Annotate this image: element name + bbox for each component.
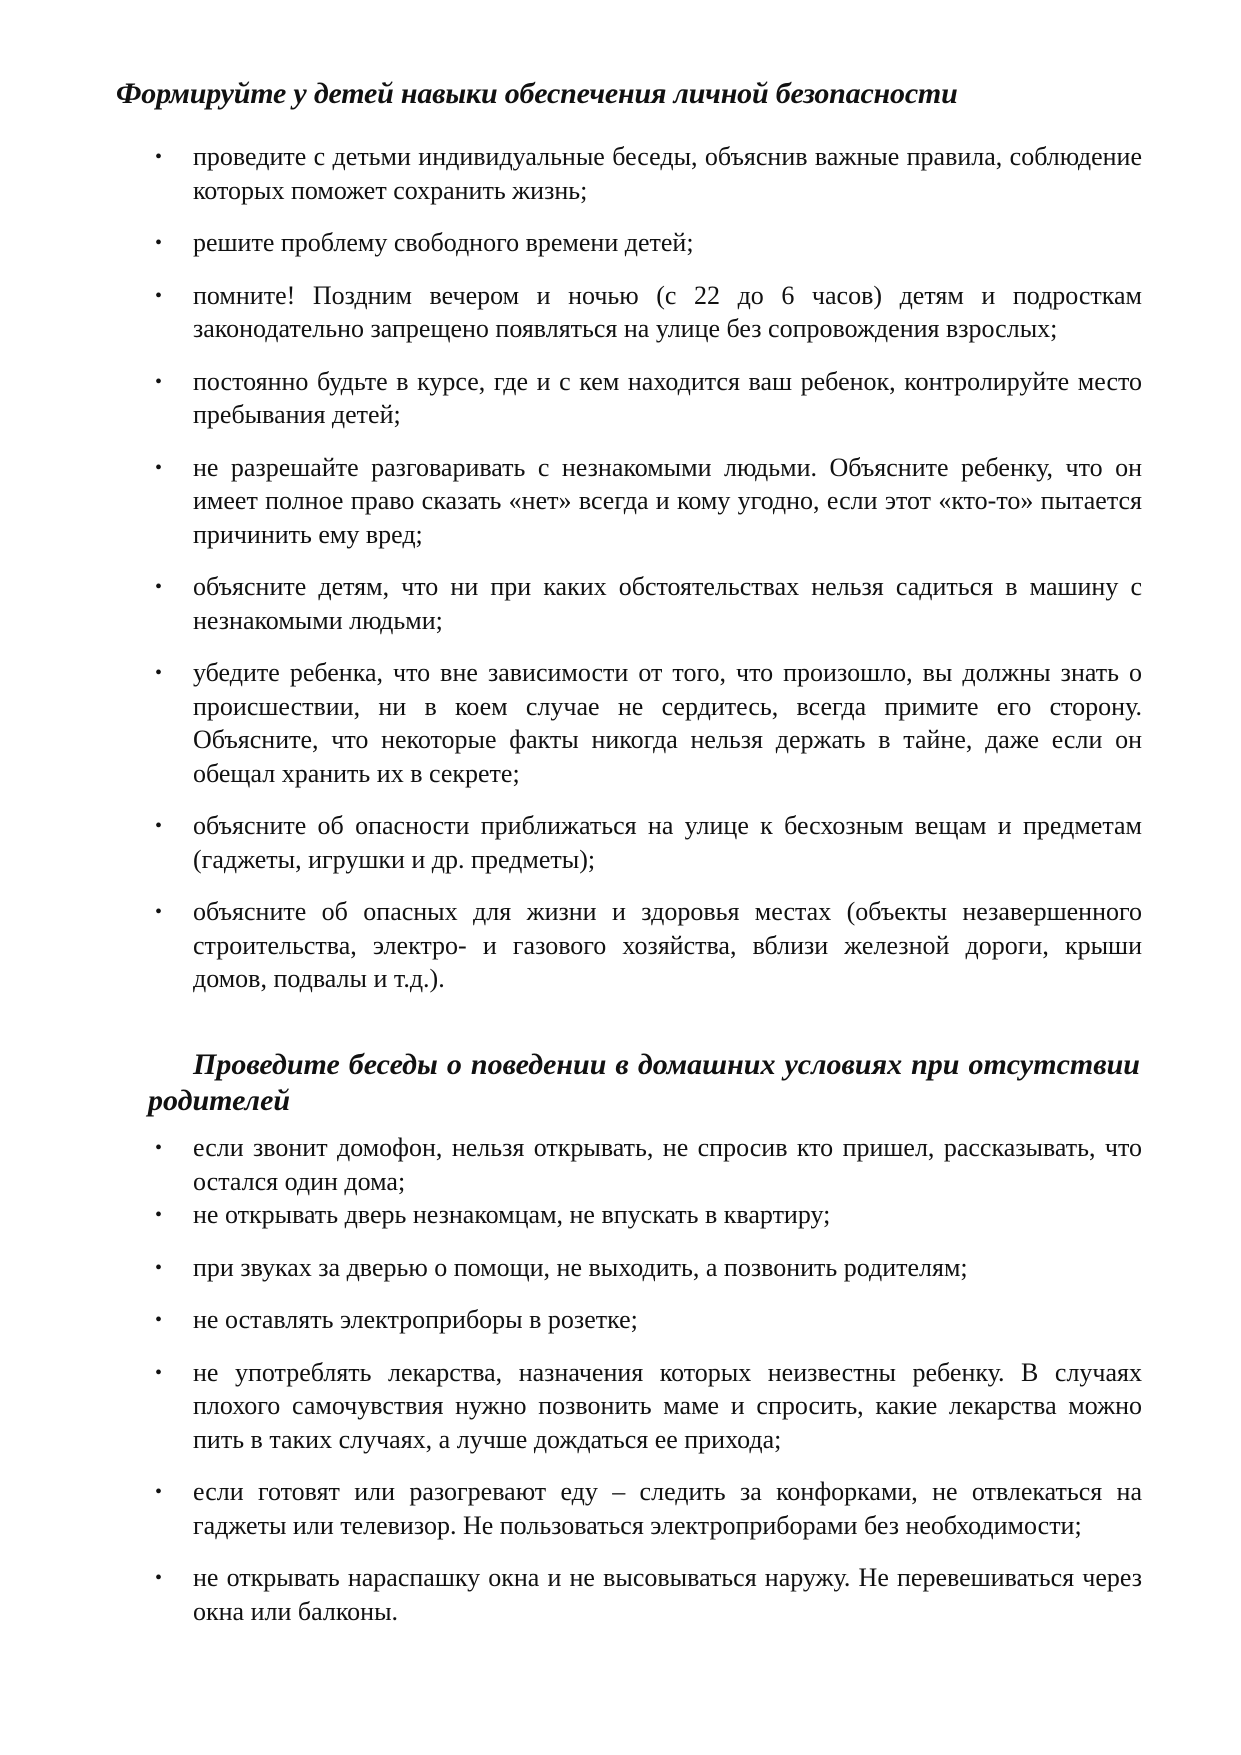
bullet-icon: • — [155, 146, 163, 168]
bullet-icon: • — [155, 1309, 163, 1331]
bullet-icon: • — [155, 370, 163, 393]
list-item-text: объясните детям, что ни при каких обстоятельствах нельзя садиться в машину с незнакомыми людьми; — [193, 572, 1142, 635]
list-item — [148, 1475, 1142, 1542]
list-item-text: не разрешайте разговаривать с незнакомыми людьми. Объясните ребенку, что он имеет полное право сказать «нет» всегда и кому угодно, если этот «кто-то» пытается причинить ему вред; — [193, 452, 1142, 549]
bullet-icon: • — [155, 576, 163, 598]
list-item — [148, 809, 1142, 876]
list-item — [148, 279, 1142, 346]
section-heading-home-behavior: Проведите беседы о поведении в домашних условиях при отсутствии родителей — [148, 1048, 1140, 1117]
bullet-icon: • — [155, 815, 163, 837]
bullet-icon: • — [155, 1567, 163, 1589]
list-item — [148, 1198, 1142, 1232]
list-item — [148, 226, 1142, 260]
bullet-icon: • — [155, 1481, 163, 1503]
list-item — [148, 570, 1142, 637]
list-item-text: проведите с детьми индивидуальные беседы, объяснив важные правила, соблюдение которых поможет сохранить жизнь; — [193, 142, 1142, 205]
list-item — [148, 1561, 1142, 1628]
bullet-icon: • — [155, 1361, 163, 1384]
list-item-text: убедите ребенка, что вне зависимости от того, что произошло, вы должны знать о происшествии, ни в коем случае не сердитесь, всегда примите его сторону. Объясните, что некоторые факты никогда нельзя держать в тайне, даже если он обещал хранить их в секрете; — [193, 658, 1142, 788]
list-item-text: помните! Поздним вечером и ночью (с 22 до 6 часов) детям и подросткам законодательно запрещено появляться на улице без сопровождения взрослых; — [193, 280, 1142, 343]
bullet-icon: • — [155, 232, 163, 254]
list-item — [148, 656, 1142, 790]
list-item-text: объясните об опасных для жизни и здоровья местах (объекты незавершенного строительства, электро- и газового хозяйства, вблизи железной дороги, крыши домов, подвалы и т.д.). — [193, 897, 1142, 993]
list-item — [148, 365, 1142, 432]
section-heading-personal-safety: Формируйте у детей навыки обеспечения личной безопасности — [116, 77, 958, 110]
list-item-text: не употреблять лекарства, назначения которых неизвестны ребенку. В случаях плохого самочувствия нужно позвонить маме и спросить, какие лекарства можно пить в таких случаях, а лучше дождаться ее прихода; — [193, 1357, 1142, 1454]
bullet-icon: • — [155, 662, 163, 684]
list-item-text: не открывать нараспашку окна и не высовываться наружу. Не перевешиваться через окна или балконы. — [193, 1563, 1142, 1626]
list-item — [148, 140, 1142, 207]
list-item-text: решите проблему свободного времени детей; — [193, 228, 694, 257]
list-item-text: постоянно будьте в курсе, где и с кем находится ваш ребенок, контролируйте место пребывания детей; — [193, 366, 1142, 429]
list-item — [148, 1356, 1142, 1457]
list-item-text: объясните об опасности приближаться на улице к бесхозным вещам и предметам (гаджеты, игрушки и др. предметы); — [193, 811, 1142, 874]
bullet-icon: • — [155, 901, 163, 923]
list-item — [148, 1131, 1142, 1198]
bullet-icon: • — [155, 1204, 163, 1226]
bullet-icon: • — [155, 1256, 163, 1279]
list-item-text: если звонит домофон, нельзя открывать, не спросив кто пришел, рассказывать, что остался один дома; — [193, 1133, 1142, 1196]
bullet-icon: • — [155, 1137, 163, 1159]
list-item-text: если готовят или разогревают еду – следить за конфорками, не отвлекаться на гаджеты или телевизор. Не пользоваться электроприборами без необходимости; — [193, 1477, 1142, 1540]
list-item-text: не оставлять электроприборы в розетке; — [193, 1305, 638, 1334]
personal-safety-list — [148, 140, 1142, 1015]
list-item — [148, 1303, 1142, 1337]
bullet-icon: • — [155, 456, 163, 479]
list-item-text: при звуках за дверью о помощи, не выходить, а позвонить родителям; — [193, 1252, 968, 1282]
list-item-text: не открывать дверь незнакомцам, не впускать в квартиру; — [193, 1200, 831, 1229]
list-item — [148, 895, 1142, 996]
bullet-icon: • — [155, 284, 163, 307]
home-behavior-list — [148, 1131, 1142, 1647]
list-item — [148, 451, 1142, 552]
list-item — [148, 1251, 1142, 1285]
